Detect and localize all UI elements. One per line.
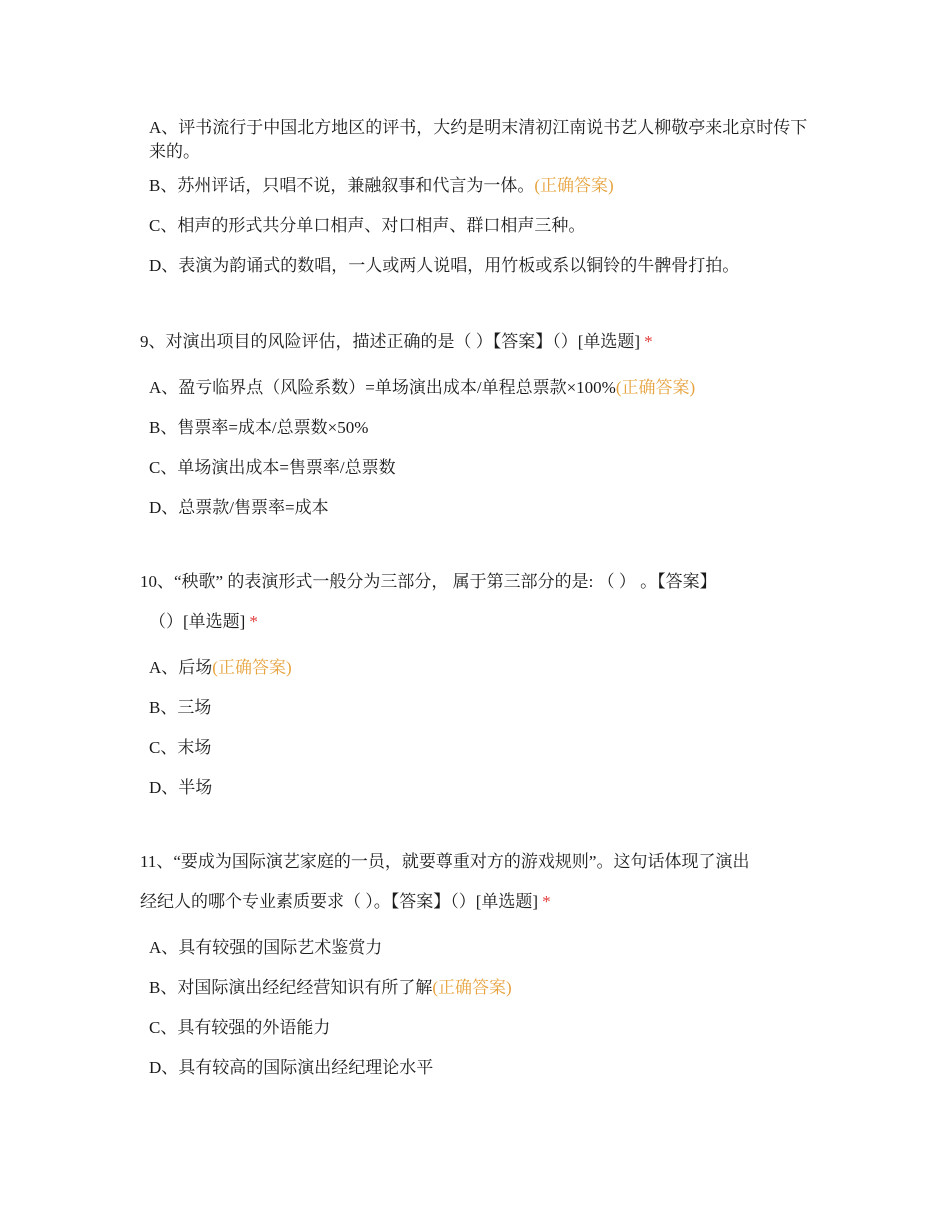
question-text-line1: 11、“要成为国际演艺家庭的一员，就要尊重对方的游戏规则”。这句话体现了演出 (140, 852, 750, 871)
q11-option-b[interactable] (149, 976, 819, 1000)
q10-option-d[interactable] (149, 776, 819, 800)
q10-option-c[interactable] (149, 736, 819, 760)
q9-option-c[interactable] (149, 456, 819, 480)
q11-question (140, 842, 830, 922)
correct-answer-marker: (正确答案) (212, 658, 292, 677)
question-text: 经纪人的哪个专业素质要求（ ）。【答案】（）[单选题] (140, 892, 539, 911)
q9-option-d[interactable] (149, 496, 819, 520)
option-text: B、三场 (149, 698, 212, 717)
q10-question (140, 562, 830, 642)
option-text: C、单场演出成本=售票率/总票数 (149, 458, 396, 477)
option-text: B、对国际演出经纪经营知识有所了解 (149, 978, 433, 997)
q8-option-b[interactable] (149, 174, 819, 198)
q8-option-d[interactable] (149, 254, 819, 278)
option-text: D、总票款/售票率=成本 (149, 498, 329, 517)
option-text: A、具有较强的国际艺术鉴赏力 (149, 938, 383, 957)
option-text: A、评书流行于中国北方地区的评书，大约是明末清初江南说书艺人柳敬亭来北京时传下来的。 (149, 118, 808, 161)
option-text: A、盈亏临界点（风险系数）=单场演出成本/单程总票款×100% (149, 378, 616, 397)
option-text: D、表演为韵诵式的数唱，一人或两人说唱，用竹板或系以铜铃的牛髀骨打拍。 (149, 256, 740, 275)
question-text-line2 (140, 882, 830, 922)
option-text: C、相声的形式共分单口相声、对口相声、群口相声三种。 (149, 216, 586, 235)
correct-answer-marker: (正确答案) (432, 978, 512, 997)
question-text-line1: 10、“秧歌” 的表演形式一般分为三部分， 属于第三部分的是: （ ） 。【答案】 (140, 572, 717, 591)
q11-option-a[interactable] (149, 936, 819, 960)
option-text: C、末场 (149, 738, 212, 757)
q8-option-c[interactable] (149, 214, 819, 238)
option-text: A、后场 (149, 658, 213, 677)
required-marker: * (542, 892, 551, 911)
correct-answer-marker: (正确答案) (534, 176, 614, 195)
q9-question (140, 322, 830, 362)
question-text-line2 (140, 602, 830, 642)
correct-answer-marker: (正确答案) (615, 378, 696, 397)
q11-option-d[interactable] (149, 1056, 819, 1080)
question-text: 9、对演出项目的风险评估，描述正确的是（ ）【答案】（）[单选题] (140, 332, 641, 351)
q9-option-b[interactable] (149, 416, 819, 440)
question-text: （）[单选题] (149, 612, 246, 631)
option-text: B、售票率=成本/总票数×50% (149, 418, 369, 437)
option-text: B、苏州评话，只唱不说，兼融叙事和代言为一体。 (149, 176, 535, 195)
q8-option-a[interactable] (149, 116, 819, 164)
q10-option-a[interactable] (149, 656, 819, 680)
q11-option-c[interactable] (149, 1016, 819, 1040)
option-text: D、具有较高的国际演出经纪理论水平 (149, 1058, 434, 1077)
q10-option-b[interactable] (149, 696, 819, 720)
required-marker: * (249, 612, 258, 631)
q9-option-a[interactable] (149, 376, 819, 400)
option-text: D、半场 (149, 778, 213, 797)
required-marker: * (644, 332, 653, 351)
option-text: C、具有较强的外语能力 (149, 1018, 331, 1037)
